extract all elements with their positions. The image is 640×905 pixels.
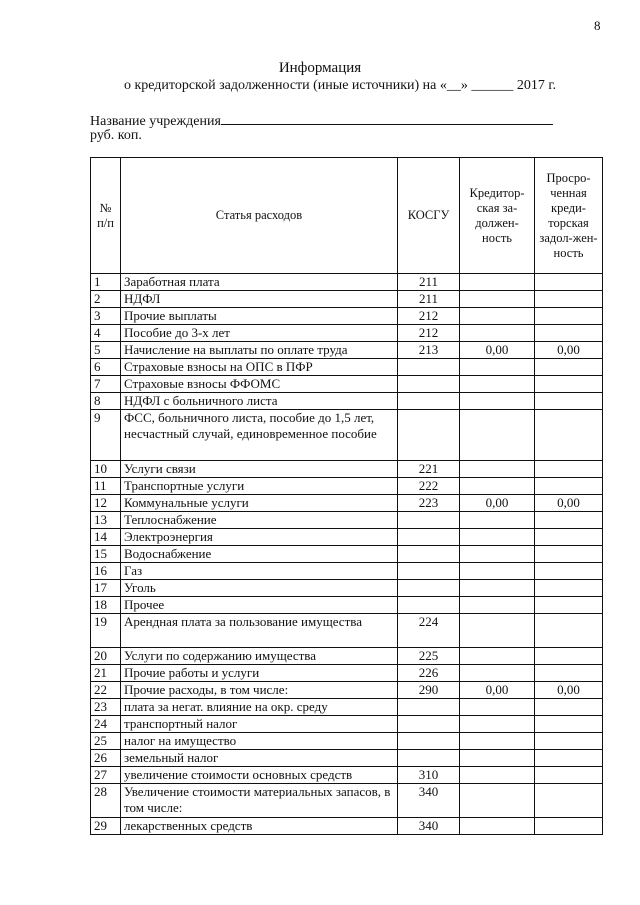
row-credit	[460, 461, 535, 478]
row-number: 8	[91, 393, 121, 410]
institution-blank-line	[221, 110, 553, 125]
row-kosgu: 225	[398, 648, 460, 665]
row-overdue	[535, 648, 603, 665]
col-header-overdue: Просро-ченная креди-торская задол-жен-ность	[535, 158, 603, 274]
col-header-kosgu: КОСГУ	[398, 158, 460, 274]
table-row	[91, 393, 603, 410]
row-number: 14	[91, 529, 121, 546]
table-row	[91, 274, 603, 291]
row-credit	[460, 359, 535, 376]
row-credit	[460, 563, 535, 580]
row-kosgu: 310	[398, 767, 460, 784]
col-header-credit: Кредитор-ская за-должен-ность	[460, 158, 535, 274]
row-credit: 0,00	[460, 342, 535, 359]
row-item: Коммунальные услуги	[121, 495, 398, 512]
row-credit	[460, 478, 535, 495]
row-number: 5	[91, 342, 121, 359]
row-item: увеличение стоимости основных средств	[121, 767, 398, 784]
row-overdue	[535, 580, 603, 597]
row-credit	[460, 529, 535, 546]
row-kosgu	[398, 699, 460, 716]
row-kosgu	[398, 546, 460, 563]
row-credit	[460, 750, 535, 767]
table-header-row	[91, 158, 603, 274]
row-kosgu: 226	[398, 665, 460, 682]
table-row	[91, 495, 603, 512]
table-row	[91, 614, 603, 648]
row-overdue	[535, 325, 603, 342]
row-overdue	[535, 359, 603, 376]
row-number: 3	[91, 308, 121, 325]
row-number: 15	[91, 546, 121, 563]
row-credit	[460, 546, 535, 563]
table-row	[91, 308, 603, 325]
table-row	[91, 733, 603, 750]
col-header-item: Статья расходов	[121, 158, 398, 274]
row-number: 28	[91, 784, 121, 818]
row-item: Прочие работы и услуги	[121, 665, 398, 682]
row-number: 26	[91, 750, 121, 767]
row-overdue	[535, 274, 603, 291]
row-number: 17	[91, 580, 121, 597]
row-kosgu: 221	[398, 461, 460, 478]
row-kosgu: 222	[398, 478, 460, 495]
row-credit	[460, 665, 535, 682]
row-number: 25	[91, 733, 121, 750]
row-item: Водоснабжение	[121, 546, 398, 563]
row-kosgu: 211	[398, 291, 460, 308]
row-credit	[460, 410, 535, 461]
row-credit	[460, 308, 535, 325]
row-credit	[460, 325, 535, 342]
row-overdue: 0,00	[535, 495, 603, 512]
row-item: ФСС, больничного листа, пособие до 1,5 лет, несчастный случай, единовременное пособие	[121, 410, 398, 461]
row-credit	[460, 614, 535, 648]
institution-label: Название учреждения	[90, 114, 221, 129]
row-kosgu	[398, 597, 460, 614]
row-credit	[460, 733, 535, 750]
row-number: 9	[91, 410, 121, 461]
row-credit	[460, 716, 535, 733]
row-kosgu: 224	[398, 614, 460, 648]
row-kosgu	[398, 750, 460, 767]
page-number: 8	[594, 18, 601, 33]
row-overdue	[535, 308, 603, 325]
row-overdue	[535, 767, 603, 784]
row-item: НДФЛ	[121, 291, 398, 308]
row-number: 22	[91, 682, 121, 699]
table-row	[91, 699, 603, 716]
table-row	[91, 410, 603, 461]
table-row	[91, 597, 603, 614]
row-item: Страховые взносы на ОПС в ПФР	[121, 359, 398, 376]
row-overdue: 0,00	[535, 682, 603, 699]
row-item: Начисление на выплаты по оплате труда	[121, 342, 398, 359]
unit-label: руб. коп.	[90, 128, 142, 143]
row-overdue	[535, 478, 603, 495]
table-row	[91, 767, 603, 784]
row-overdue	[535, 410, 603, 461]
row-number: 20	[91, 648, 121, 665]
row-credit: 0,00	[460, 495, 535, 512]
col-header-num: № п/п	[91, 158, 121, 274]
row-overdue	[535, 665, 603, 682]
row-overdue	[535, 614, 603, 648]
table-row	[91, 665, 603, 682]
row-item: земельный налог	[121, 750, 398, 767]
row-item: транспортный налог	[121, 716, 398, 733]
row-credit	[460, 274, 535, 291]
table-row	[91, 818, 603, 835]
row-kosgu: 211	[398, 274, 460, 291]
row-item: Страховые взносы ФФОМС	[121, 376, 398, 393]
table-row	[91, 342, 603, 359]
row-kosgu: 290	[398, 682, 460, 699]
table-row	[91, 478, 603, 495]
row-kosgu	[398, 512, 460, 529]
row-kosgu	[398, 529, 460, 546]
debt-table	[90, 157, 603, 835]
row-item: Прочие расходы, в том числе:	[121, 682, 398, 699]
row-overdue	[535, 733, 603, 750]
table-row	[91, 563, 603, 580]
row-kosgu	[398, 733, 460, 750]
row-credit	[460, 767, 535, 784]
row-number: 18	[91, 597, 121, 614]
row-number: 21	[91, 665, 121, 682]
row-overdue: 0,00	[535, 342, 603, 359]
row-number: 7	[91, 376, 121, 393]
row-kosgu	[398, 716, 460, 733]
table-row	[91, 529, 603, 546]
row-kosgu	[398, 580, 460, 597]
table-row	[91, 546, 603, 563]
table-row	[91, 291, 603, 308]
row-item: Прочие выплаты	[121, 308, 398, 325]
table-row	[91, 784, 603, 818]
row-number: 4	[91, 325, 121, 342]
row-credit	[460, 784, 535, 818]
table-row	[91, 648, 603, 665]
row-item: НДФЛ с больничного листа	[121, 393, 398, 410]
row-number: 23	[91, 699, 121, 716]
row-item: Транспортные услуги	[121, 478, 398, 495]
table-row	[91, 325, 603, 342]
row-overdue	[535, 376, 603, 393]
row-credit	[460, 291, 535, 308]
row-overdue	[535, 818, 603, 835]
row-kosgu: 212	[398, 308, 460, 325]
row-number: 6	[91, 359, 121, 376]
row-credit	[460, 580, 535, 597]
row-kosgu: 340	[398, 784, 460, 818]
row-kosgu: 223	[398, 495, 460, 512]
row-kosgu	[398, 563, 460, 580]
row-number: 2	[91, 291, 121, 308]
table-row	[91, 716, 603, 733]
row-item: Арендная плата за пользование имущества	[121, 614, 398, 648]
row-overdue	[535, 461, 603, 478]
row-kosgu	[398, 359, 460, 376]
row-credit	[460, 699, 535, 716]
row-number: 16	[91, 563, 121, 580]
row-credit	[460, 648, 535, 665]
row-item: Газ	[121, 563, 398, 580]
table-row	[91, 512, 603, 529]
row-overdue	[535, 563, 603, 580]
row-overdue	[535, 597, 603, 614]
row-credit	[460, 393, 535, 410]
row-credit	[460, 512, 535, 529]
row-credit	[460, 597, 535, 614]
row-kosgu: 212	[398, 325, 460, 342]
row-credit	[460, 376, 535, 393]
row-number: 27	[91, 767, 121, 784]
row-number: 29	[91, 818, 121, 835]
row-item: Услуги связи	[121, 461, 398, 478]
row-overdue	[535, 529, 603, 546]
document-subtitle: о кредиторской задолженности (иные источники) на «__» ______ 2017 г.	[123, 78, 557, 93]
row-item: Увеличение стоимости материальных запасов, в том числе:	[121, 784, 398, 818]
table-row	[91, 461, 603, 478]
table-row	[91, 376, 603, 393]
row-number: 24	[91, 716, 121, 733]
table-row	[91, 580, 603, 597]
row-item: Теплоснабжение	[121, 512, 398, 529]
row-credit	[460, 818, 535, 835]
row-number: 1	[91, 274, 121, 291]
row-item: Электроэнергия	[121, 529, 398, 546]
row-overdue	[535, 699, 603, 716]
row-credit: 0,00	[460, 682, 535, 699]
institution-field	[90, 110, 553, 130]
row-overdue	[535, 750, 603, 767]
row-number: 11	[91, 478, 121, 495]
row-number: 13	[91, 512, 121, 529]
row-item: Услуги по содержанию имущества	[121, 648, 398, 665]
row-item: Прочее	[121, 597, 398, 614]
row-overdue	[535, 784, 603, 818]
row-item: Пособие до 3-х лет	[121, 325, 398, 342]
row-item: плата за негат. влияние на окр. среду	[121, 699, 398, 716]
row-number: 10	[91, 461, 121, 478]
row-overdue	[535, 546, 603, 563]
row-overdue	[535, 291, 603, 308]
row-kosgu	[398, 376, 460, 393]
row-item: Заработная плата	[121, 274, 398, 291]
row-kosgu: 213	[398, 342, 460, 359]
row-number: 12	[91, 495, 121, 512]
row-item: налог на имущество	[121, 733, 398, 750]
row-number: 19	[91, 614, 121, 648]
document-title: Информация	[278, 60, 362, 76]
row-kosgu	[398, 393, 460, 410]
row-kosgu	[398, 410, 460, 461]
row-overdue	[535, 716, 603, 733]
row-overdue	[535, 512, 603, 529]
table-row	[91, 682, 603, 699]
row-overdue	[535, 393, 603, 410]
row-kosgu: 340	[398, 818, 460, 835]
row-item: Уголь	[121, 580, 398, 597]
table-row	[91, 750, 603, 767]
table-row	[91, 359, 603, 376]
row-item: лекарственных средств	[121, 818, 398, 835]
